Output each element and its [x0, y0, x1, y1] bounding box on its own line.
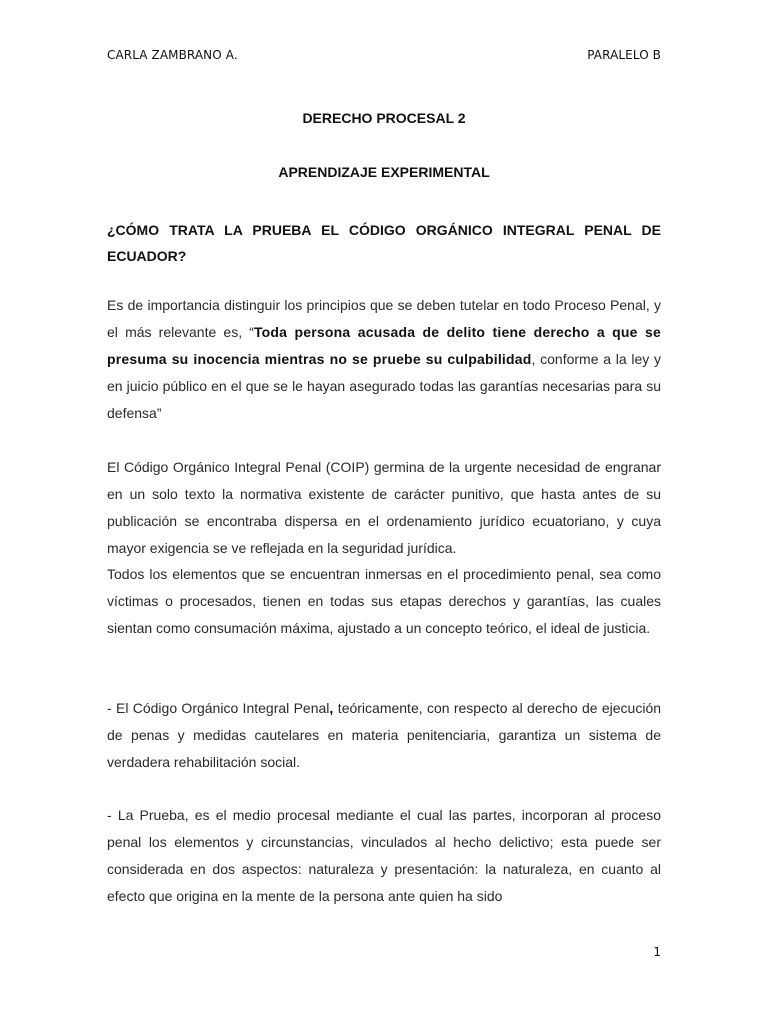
paragraph-evidence-definition: - La Prueba, es el medio procesal mediante el cual las partes, incorporan al proceso penal los elementos y circunstancias, vinculados al hecho delictivo; esta puede ser considerada en dos aspectos: naturaleza y presentación: la naturaleza, en cuanto al efecto que origina en la mente de la persona ante quien ha sido: [107, 807, 661, 904]
course-title: DERECHO PROCESAL 2: [302, 110, 466, 126]
paragraph-1-intro: Es de importancia distinguir los principios que se deben tutelar en todo Proceso Penal, y el más relevante es, “: [107, 297, 661, 340]
paragraph-rehabilitation: [107, 695, 661, 776]
paragraph-presumption-of-innocence: [107, 292, 661, 427]
paragraph-4-rest: teóricamente, con respecto al derecho de ejecución de penas y medidas cautelares en materia penitenciaria, garantiza un sistema de verdadera rehabilitación social.: [107, 700, 662, 770]
header-author: CARLA ZAMBRANO A.: [107, 48, 238, 62]
research-question: ¿CÓMO TRATA LA PRUEBA EL CÓDIGO ORGÁNICO INTEGRAL PENAL DE ECUADOR?: [107, 222, 661, 264]
paragraph-coip-origin: El Código Orgánico Integral Penal (COIP) germina de la urgente necesidad de engranar en un solo texto la normativa existente de carácter punitivo, que hasta antes de su publicación se encontraba dispersa en el ordenamiento jurídico ecuatoriano, y cuya mayor exigencia se ve reflejada en la seguridad jurídica.: [107, 459, 661, 556]
page-number: 1: [653, 945, 661, 959]
paragraph-procedural-elements: Todos los elementos que se encuentran inmersas en el procedimiento penal, sea como víctimas o procesados, tienen en todas sus etapas derechos y garantías, las cuales sientan como consumación máxima, ajustado a un concepto teórico, el ideal de justicia.: [107, 566, 661, 636]
header-section: PARALELO B: [587, 48, 661, 62]
document-subtitle: APRENDIZAJE EXPERIMENTAL: [278, 164, 490, 180]
paragraph-1-rest: , conforme a la ley y en juicio público en el que se le hayan asegurado todas las garantías necesarias para su defensa”: [107, 351, 662, 421]
paragraph-4-bold-comma: ,: [329, 700, 334, 716]
paragraph-4-intro: - El Código Orgánico Integral Penal: [107, 700, 330, 716]
paragraph-1-quote-bold: Toda persona acusada de delito tiene derecho a que se presuma su inocencia mientras no se pruebe su culpabilidad: [107, 324, 662, 367]
